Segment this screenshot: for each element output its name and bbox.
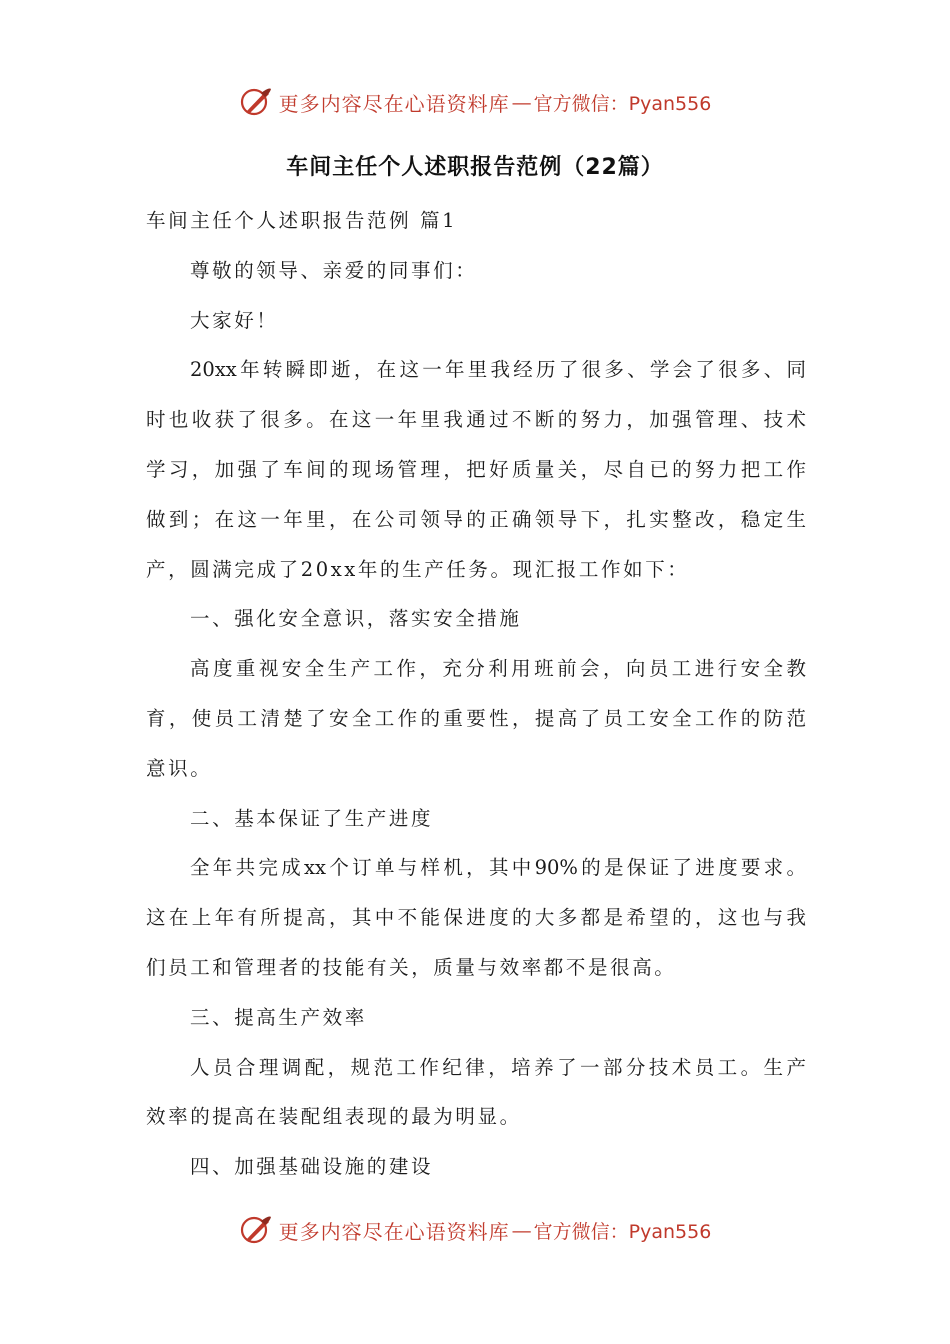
paragraph-line: 产，圆满完成了20xx年的生产任务。现汇报工作如下： <box>146 557 690 581</box>
header-watermark-banner <box>0 82 950 122</box>
section-heading: 车间主任个人述职报告范例 篇1 <box>146 209 458 232</box>
banner-contact: 官方微信：Pyan556 <box>533 92 712 115</box>
paragraph-line: 这在上年有所提高，其中不能保进度的大多都是希望的，这也与我 <box>146 906 806 930</box>
quill-pen-logo-icon <box>239 85 273 119</box>
paragraph-line: 做到；在这一年里，在公司领导的正确领导下，扎实整改，稳定生 <box>146 507 806 531</box>
paragraph-line: 高度重视安全生产工作，充分利用班前会，向员工进行安全教 <box>190 657 806 681</box>
greeting: 大家好！ <box>190 308 279 332</box>
paragraph-line: 时也收获了很多。在这一年里我通过不断的努力，加强管理、技术 <box>146 408 806 432</box>
subheading: 二、基本保证了生产进度 <box>190 806 434 830</box>
banner-dash: — <box>511 90 532 114</box>
banner-text: 更多内容尽在心语资料库 <box>278 1219 510 1244</box>
document-body <box>146 196 806 1192</box>
paragraph-line: 育，使员工清楚了安全工作的重要性，提高了员工安全工作的防范 <box>146 706 806 730</box>
paragraph-line: 效率的提高在装配组表现的最为明显。 <box>146 1105 522 1129</box>
banner-contact: 官方微信：Pyan556 <box>533 1220 712 1243</box>
paragraph-line: 全年共完成xx个订单与样机，其中90%的是保证了进度要求。 <box>190 856 806 880</box>
salutation: 尊敬的领导、亲爱的同事们： <box>190 258 478 282</box>
paragraph-line: 意识。 <box>146 756 213 780</box>
paragraph-line: 们员工和管理者的技能有关，质量与效率都不是很高。 <box>146 955 677 979</box>
document-title: 车间主任个人述职报告范例（22篇） <box>286 155 664 180</box>
banner-text: 更多内容尽在心语资料库 <box>278 91 510 116</box>
quill-pen-logo-icon <box>239 1213 273 1247</box>
banner-dash: — <box>511 1218 532 1242</box>
paragraph-line: 人员合理调配，规范工作纪律，培养了一部分技术员工。生产 <box>190 1055 806 1079</box>
paragraph-line: 学习，加强了车间的现场管理，把好质量关，尽自已的努力把工作 <box>146 457 806 481</box>
subheading: 一、强化安全意识，落实安全措施 <box>190 607 522 631</box>
subheading: 三、提高生产效率 <box>190 1005 367 1029</box>
subheading: 四、加强基础设施的建设 <box>190 1155 434 1179</box>
paragraph-line: 20xx年转瞬即逝，在这一年里我经历了很多、学会了很多、同 <box>190 358 806 382</box>
footer-watermark-banner <box>0 1210 950 1250</box>
